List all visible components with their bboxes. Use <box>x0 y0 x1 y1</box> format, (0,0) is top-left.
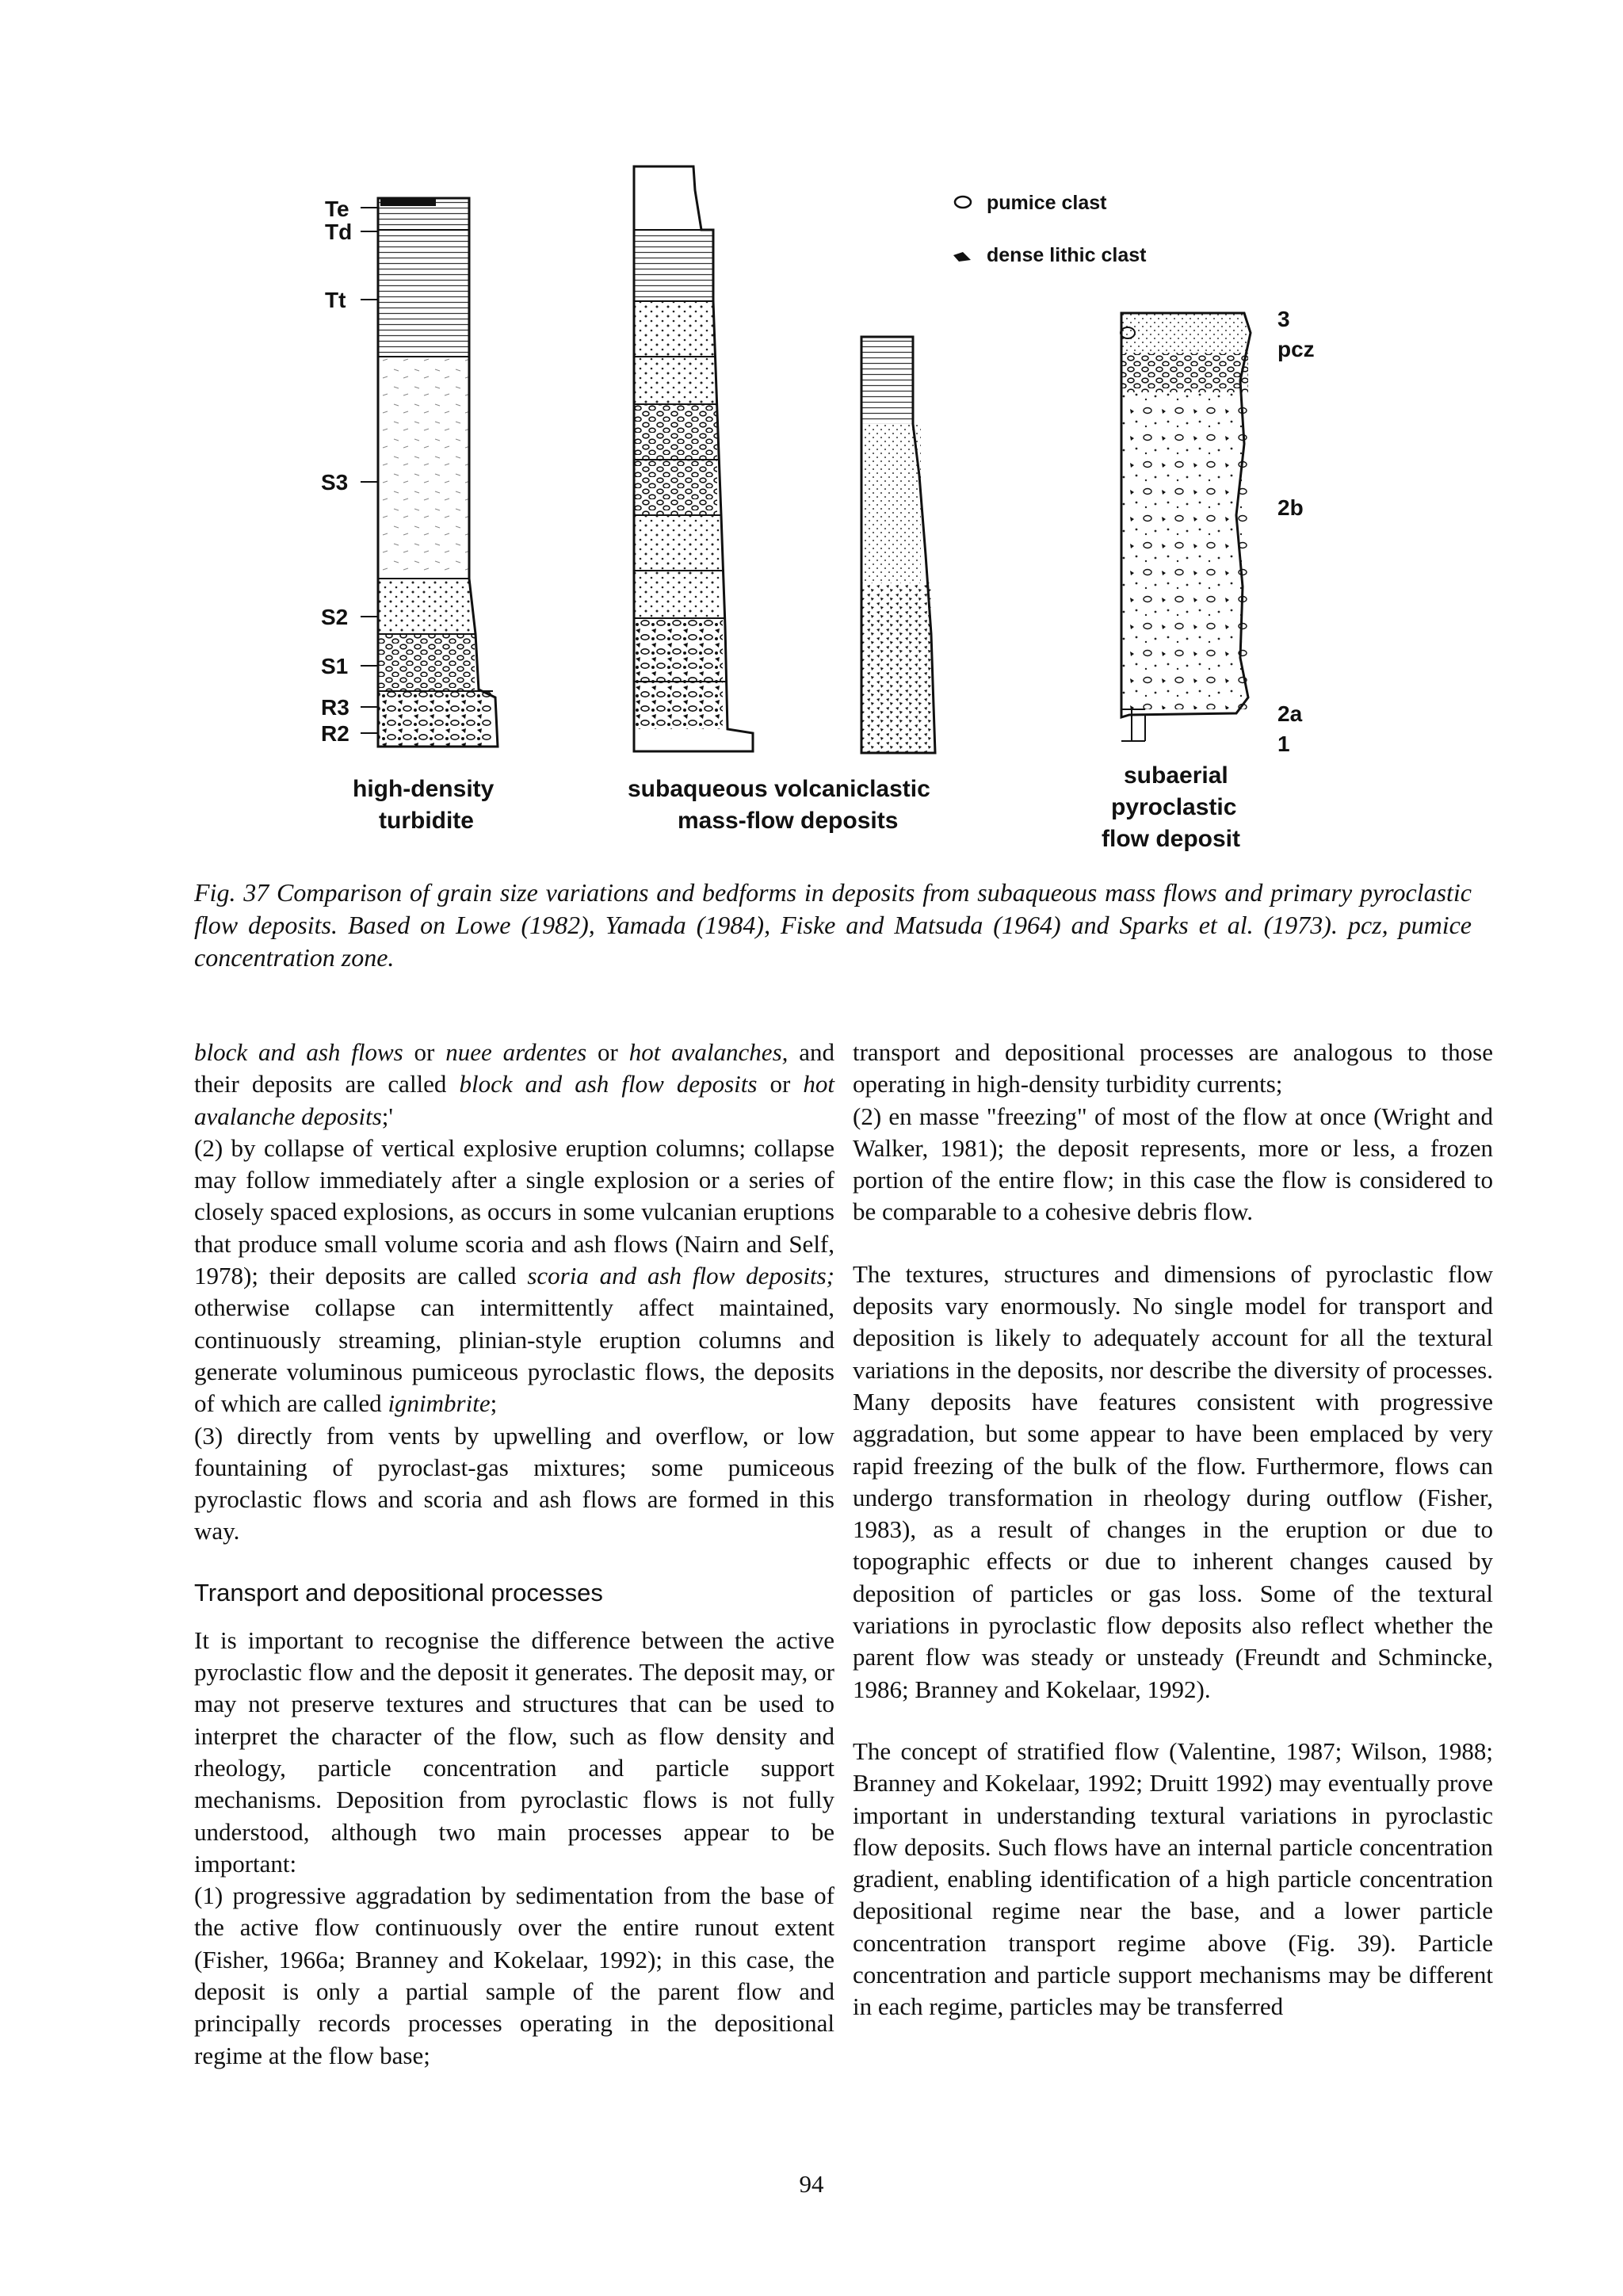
term-scoria-and-ash-flow-deposits: scoria and ash flow deposits; <box>527 1262 834 1290</box>
text-run: or <box>757 1070 804 1098</box>
pyroclastic-label-2a: 2a <box>1277 701 1303 726</box>
text-run: and their deposits are called <box>194 1038 834 1098</box>
turbidite-label-td: Td <box>325 220 353 244</box>
turbidite-title-line2: turbidite <box>379 808 474 834</box>
pyroclastic-column <box>1102 307 1315 852</box>
legend-pumice-label: pumice clast <box>987 192 1107 214</box>
turbidite-label-s3: S3 <box>321 470 349 495</box>
turbidite-label-r2: R2 <box>321 721 349 746</box>
term-hot-avalanches: hot avalanches, <box>628 1038 789 1066</box>
left-paragraph-5: (1) progressive aggradation by sedimentation from the base of the active flow continuously over the entire runout extent (Fisher, 1966a; Branney and Kokelaar, 1992); in this case, the deposit is only a partial sample of the parent flow and principally records processes operating in the depositional regime at the flow base; <box>194 1881 834 2069</box>
right-column <box>853 1037 1493 2023</box>
term-block-and-ash-flows: block and ash flows <box>194 1038 403 1066</box>
left-column <box>194 1037 834 2072</box>
subaerial-title-line1: subaerial <box>1124 762 1228 789</box>
legend-lithic-label: dense lithic clast <box>987 244 1147 266</box>
left-paragraph-1 <box>194 1037 834 1133</box>
right-paragraph-4: The concept of stratified flow (Valentine, 1987; Wilson, 1988; Branney and Kokelaar, 1992; Druitt 1992) may eventually prove important in understanding textural variations in pyroclastic flow deposits. Such flows have an internal particle concentration gradient, enabling identification of a high particle concentration depositional regime near the base, and a lower particle concentration transport regime above (Fig. 39). Particle concentration and particle support mechanisms may be different in each regime, particles may be transferred <box>853 1736 1493 2021</box>
text-run: or <box>403 1038 446 1066</box>
subaqueous-title-line2: mass-flow deposits <box>678 808 899 834</box>
graded-column <box>861 337 935 753</box>
turbidite-column <box>321 197 498 834</box>
subaerial-title-line2: pyroclastic <box>1111 794 1237 820</box>
text-run: ;' <box>381 1102 393 1130</box>
turbidite-label-te: Te <box>325 197 349 221</box>
figure-caption: Fig. 37 Comparison of grain size variations and bedforms in deposits from subaqueous mass flows and primary pyroclastic flow deposits. Based on Lowe (1982), Yamada (1984), Fiske and Matsuda (1964) and Sparks et al. (1973). pcz, pumice concentration zone. <box>194 878 1472 972</box>
text-run: ; <box>490 1389 498 1418</box>
turbidite-label-r3: R3 <box>321 695 349 720</box>
page-number: 94 <box>799 2170 824 2198</box>
turbidite-label-tt: Tt <box>325 288 346 312</box>
pyroclastic-label-2b: 2b <box>1277 495 1304 520</box>
turbidite-title-line1: high-density <box>353 776 495 802</box>
term-ignimbrite: ignimbrite <box>388 1389 491 1418</box>
right-paragraph-3: The textures, structures and dimensions of pyroclastic flow deposits vary enormously. No single model for transport and deposition is likely to adequately account for all the textural variations in the deposits, nor describe the diversity of processes. Many deposits have features consistent with progressive aggradation, but some appear to have been emplaced by very rapid freezing of the bulk of the flow. Furthermore, flows can undergo transformation in rheology during outflow (Fisher, 1983), as a result of changes in the eruption or due to topographic effects or due to inherent changes caused by deposition of particles or gas loss. Some of the textural variations in pyroclastic flow deposits also reflect whether the parent flow was steady or unsteady (Freundt and Schmincke, 1986; Branney and Kokelaar, 1992). <box>853 1259 1493 1703</box>
pyroclastic-label-pcz: pcz <box>1277 337 1315 361</box>
subaqueous-title-line1: subaqueous volcaniclastic <box>628 776 930 802</box>
left-paragraph-3: (3) directly from vents by upwelling and overflow, or low fountaining of pyroclast-gas mixtures; some pumiceous pyroclastic flows and scoria and ash flows are formed in this way. <box>194 1421 834 1545</box>
subaerial-title-line3: flow deposit <box>1102 826 1240 852</box>
left-paragraph-4: It is important to recognise the difference between the active pyroclastic flow and the deposit it generates. The deposit may, or may not preserve textures and structures that can be used to interpret the character of the flow, such as flow density and rheology, particle concentration and particle support mechanisms. Deposition from pyroclastic flows is not fully understood, although two main processes appear to be important: <box>194 1626 834 1878</box>
text-run: otherwise collapse can intermittently affect maintained, continuously streaming, plinian-style eruption columns and generate voluminous pumiceous pyroclastic flows, the deposits of which are called <box>194 1293 834 1418</box>
dense-lithic-clast-icon <box>953 252 971 262</box>
right-paragraph-1: transport and depositional processes are analogous to those operating in high-density turbidity currents; <box>853 1038 1493 1098</box>
pumice-clast-icon <box>955 197 971 208</box>
term-hot-avalanche-deposits: hot avalanche deposits <box>194 1070 834 1130</box>
term-block-and-ash-flow-deposits: block and ash flow deposits <box>459 1070 758 1098</box>
pyroclastic-label-3: 3 <box>1277 307 1290 331</box>
left-paragraph-2 <box>194 1133 834 1420</box>
text-run: or <box>586 1038 629 1066</box>
text-run: (2) by collapse of vertical explosive eruption columns; collapse may follow immediately after a single explosion or a series of closely spaced explosions, as occurs in some vulcanian eruptions that produce small volume scoria and ash flows (Nairn and Self, 1978); their deposits are called <box>194 1133 834 1290</box>
pyroclastic-label-1: 1 <box>1277 732 1290 756</box>
turbidite-label-s1: S1 <box>321 654 349 678</box>
figure-37 <box>301 162 1331 860</box>
right-paragraph-2: (2) en masse "freezing" of most of the flow at once (Wright and Walker, 1981); the deposit represents, more or less, a frozen portion of the entire flow; in this case the flow is considered to be comparable to a cohesive debris flow. <box>853 1102 1493 1226</box>
section-heading: Transport and depositional processes <box>194 1578 603 1606</box>
term-nuee-ardentes: nuee ardentes <box>445 1038 587 1066</box>
subaqueous-column <box>634 166 753 751</box>
turbidite-label-s2: S2 <box>321 605 349 629</box>
figure-legend <box>953 192 1147 266</box>
